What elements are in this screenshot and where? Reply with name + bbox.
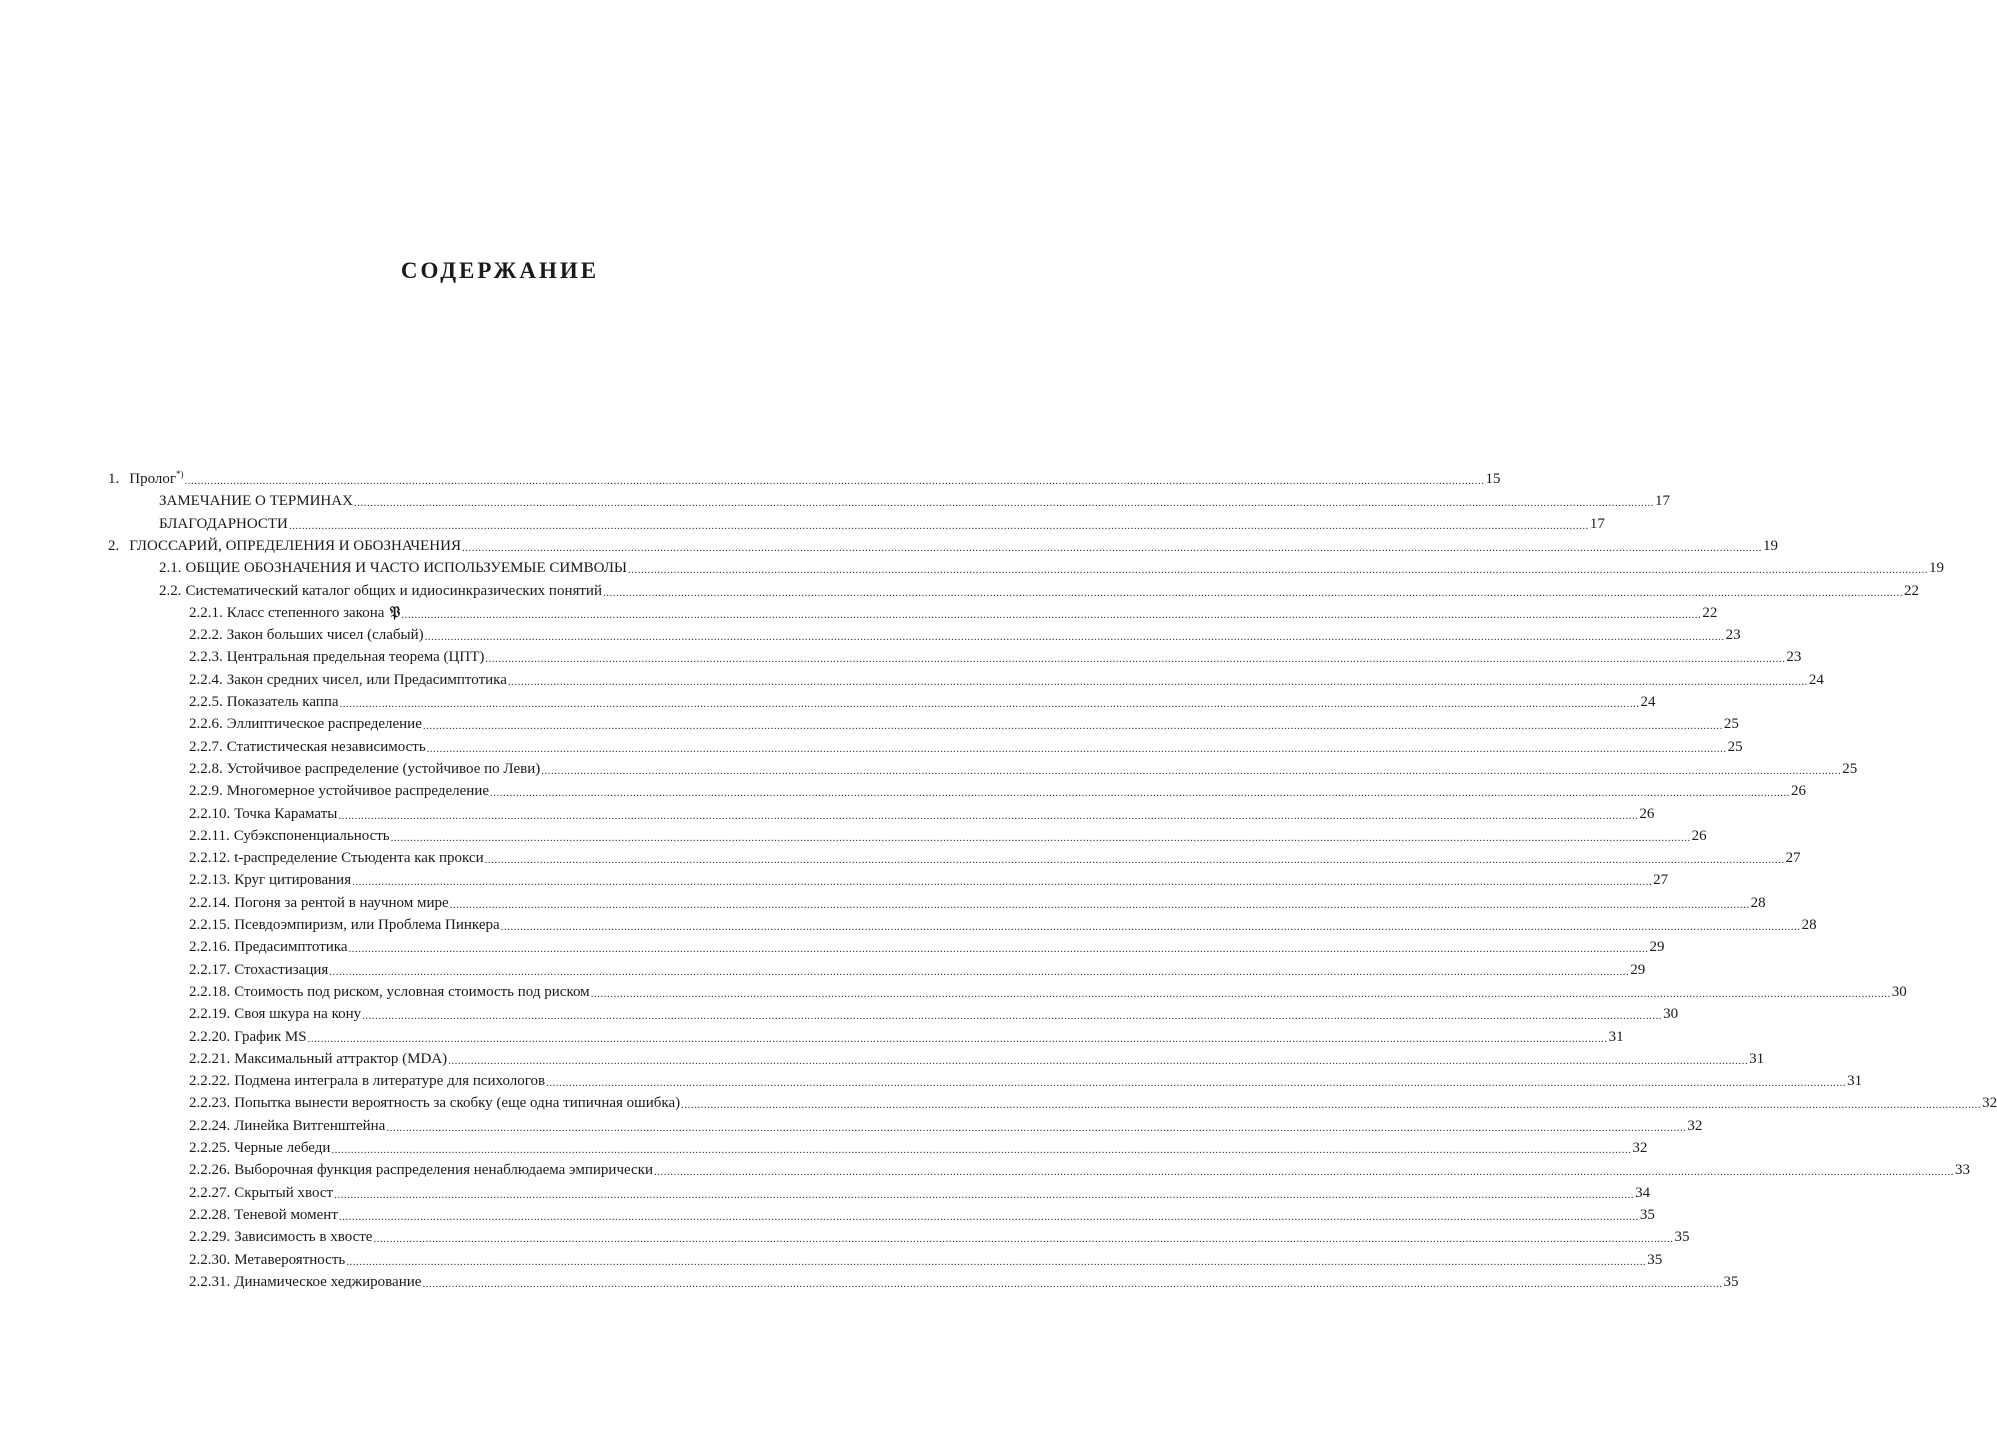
toc-dot-leader: ................................................................................................................................................................................................................................................................................................................................................................................................................: [338, 810, 1639, 822]
toc-entry-title: Максимальный аттрактор (MDA): [234, 1051, 448, 1067]
toc-entry-page-number: 23: [1725, 627, 1741, 643]
toc-entry[interactable]: [189, 891, 1766, 913]
toc-entry-page-number: 35: [1647, 1252, 1663, 1268]
toc-entry[interactable]: [189, 980, 1907, 1002]
toc-entry-number: 2.2.25.: [189, 1140, 231, 1156]
toc-entry-number: 2.2.17.: [189, 962, 231, 978]
toc-dot-leader: ................................................................................................................................................................................................................................................................................................................................................................................................................: [390, 832, 1691, 844]
toc-entry-number: 2.2.21.: [189, 1051, 231, 1067]
toc-entry-title: Пролог*): [129, 469, 184, 487]
toc-entry-page-number: 19: [1762, 538, 1778, 554]
toc-entry[interactable]: [189, 868, 1669, 890]
toc-entry-number: 2.2.26.: [189, 1162, 231, 1178]
toc-entry[interactable]: [189, 690, 1656, 712]
toc-dot-leader: ................................................................................................................................................................................................................................................................................................................................................................................................................: [627, 564, 1928, 576]
toc-dot-leader: ................................................................................................................................................................................................................................................................................................................................................................................................................: [329, 966, 1630, 978]
page-title: СОДЕРЖАНИЕ: [400, 258, 600, 283]
toc-entry-page-number: 29: [1649, 939, 1665, 955]
toc-entry-title: Предасимптотика: [234, 939, 348, 955]
toc-entry[interactable]: [108, 467, 1501, 489]
toc-dot-leader: ................................................................................................................................................................................................................................................................................................................................................................................................................: [681, 1099, 1982, 1111]
toc-dot-leader: ................................................................................................................................................................................................................................................................................................................................................................................................................: [654, 1166, 1954, 1178]
toc-entry-number: 2.2.3.: [189, 649, 223, 665]
toc-entry[interactable]: [189, 1047, 1765, 1069]
toc-entry-number: 2.2.6.: [189, 716, 223, 732]
toc-entry-title: Субэкспоненциальность: [233, 828, 390, 844]
toc-entry-page-number: 34: [1635, 1185, 1651, 1201]
toc-entry[interactable]: [189, 645, 1802, 667]
toc-entry[interactable]: [189, 1136, 1648, 1158]
toc-entry-number: 2.2.30.: [189, 1252, 231, 1268]
toc-entry-title: Статистическая независимость: [226, 739, 426, 755]
toc-entry-page-number: 27: [1653, 872, 1669, 888]
toc-entry-title: Попытка вынести вероятность за скобку (еще одна типичная ошибка): [234, 1095, 681, 1111]
toc-entry-title: t-распределение Стьюдента как прокси: [234, 850, 484, 866]
toc-entry[interactable]: [189, 935, 1665, 957]
toc-entry-title: Метавероятность: [234, 1252, 346, 1268]
toc-dot-leader: ................................................................................................................................................................................................................................................................................................................................................................................................................: [184, 475, 1485, 487]
toc-entry-page-number: 31: [1847, 1073, 1863, 1089]
toc-entry-page-number: 32: [1982, 1095, 1997, 1111]
toc-entry-number: 2.2.: [159, 583, 182, 599]
toc-dot-leader: ................................................................................................................................................................................................................................................................................................................................................................................................................: [461, 542, 1762, 554]
toc-entry[interactable]: [189, 824, 1707, 846]
toc-dot-leader: ................................................................................................................................................................................................................................................................................................................................................................................................................: [426, 743, 1727, 755]
toc-dot-leader: ................................................................................................................................................................................................................................................................................................................................................................................................................: [307, 1033, 1608, 1045]
toc-entry[interactable]: [189, 1025, 1624, 1047]
toc-entry-number: 2.2.22.: [189, 1073, 231, 1089]
toc-entry-number: 2.: [108, 538, 120, 554]
toc-entry-number: 1.: [108, 471, 120, 487]
toc-entry[interactable]: [189, 1002, 1679, 1024]
toc-entry-title: Линейка Витгенштейна: [234, 1118, 386, 1134]
toc-entry-number: 2.2.27.: [189, 1185, 231, 1201]
toc-entry[interactable]: [189, 913, 1817, 935]
toc-entry-title: Зависимость в хвосте: [234, 1229, 373, 1245]
toc-entry[interactable]: [108, 534, 1778, 556]
toc-entry-title: Показатель каппа: [226, 694, 339, 710]
toc-entry-page-number: 32: [1687, 1118, 1703, 1134]
toc-entry-number: 2.2.24.: [189, 1118, 231, 1134]
toc-entry-page-number: 25: [1842, 761, 1858, 777]
toc-entry-number: 2.2.7.: [189, 739, 223, 755]
toc-entry-page-number: 24: [1808, 672, 1824, 688]
toc-entry-title: Подмена интеграла в литературе для психологов: [234, 1073, 546, 1089]
toc-entry-number: 2.2.2.: [189, 627, 223, 643]
toc-entry[interactable]: [189, 757, 1858, 779]
toc-dot-leader: ................................................................................................................................................................................................................................................................................................................................................................................................................: [288, 520, 1589, 532]
toc-entry-page-number: 28: [1750, 895, 1766, 911]
toc-entry-title: Закон больших чисел (слабый): [226, 627, 424, 643]
toc-entry-title: Теневой момент: [234, 1207, 338, 1223]
toc-entry-page-number: 19: [1928, 560, 1944, 576]
toc-entry-page-number: 25: [1727, 739, 1743, 755]
toc-entry-page-number: 17: [1589, 516, 1605, 532]
toc-entry[interactable]: [189, 1248, 1663, 1270]
toc-entry-page-number: 30: [1891, 984, 1907, 1000]
toc-entry-number: 2.2.14.: [189, 895, 231, 911]
toc-entry[interactable]: [189, 712, 1739, 734]
toc-entry-page-number: 28: [1801, 917, 1817, 933]
toc-dot-leader: ................................................................................................................................................................................................................................................................................................................................................................................................................: [386, 1122, 1687, 1134]
toc-entry[interactable]: [189, 779, 1807, 801]
toc-entry-page-number: 26: [1639, 806, 1655, 822]
toc-entry-title: ОБЩИЕ ОБОЗНАЧЕНИЯ И ЧАСТО ИСПОЛЬЗУЕМЫЕ СИМВОЛЫ: [185, 560, 627, 576]
toc-dot-leader: ................................................................................................................................................................................................................................................................................................................................................................................................................: [401, 609, 1702, 621]
toc-entry-number: 2.2.16.: [189, 939, 231, 955]
toc-entry-number: 2.2.18.: [189, 984, 231, 1000]
toc-dot-leader: ................................................................................................................................................................................................................................................................................................................................................................................................................: [348, 943, 1649, 955]
toc-entry-title: Точка Караматы: [234, 806, 338, 822]
toc-entry-title: ГЛОССАРИЙ, ОПРЕДЕЛЕНИЯ И ОБОЗНАЧЕНИЯ: [129, 538, 461, 554]
toc-entry[interactable]: [189, 802, 1655, 824]
toc-dot-leader: ................................................................................................................................................................................................................................................................................................................................................................................................................: [507, 676, 1808, 688]
toc-dot-leader: ................................................................................................................................................................................................................................................................................................................................................................................................................: [422, 720, 1723, 732]
toc-entry[interactable]: [189, 958, 1646, 980]
toc-entry-title: Многомерное устойчивое распределение: [226, 783, 490, 799]
footnote-marker: *): [176, 469, 184, 479]
toc-entry-title: Закон средних чисел, или Предасимптотика: [226, 672, 507, 688]
toc-entry[interactable]: [159, 512, 1605, 534]
toc-dot-leader: ................................................................................................................................................................................................................................................................................................................................................................................................................: [546, 1077, 1847, 1089]
toc-entry-title: Устойчивое распределение (устойчивое по Леви): [226, 761, 541, 777]
toc-dot-leader: ................................................................................................................................................................................................................................................................................................................................................................................................................: [331, 1144, 1632, 1156]
toc-entry-number: 2.2.15.: [189, 917, 231, 933]
toc-dot-leader: ................................................................................................................................................................................................................................................................................................................................................................................................................: [353, 497, 1654, 509]
toc-entry-title: Класс степенного закона 𝔓: [226, 603, 401, 621]
toc-entry-title: Своя шкура на кону: [234, 1006, 362, 1022]
toc-entry[interactable]: [189, 1181, 1651, 1203]
toc-entry[interactable]: [189, 735, 1743, 757]
toc-dot-leader: ................................................................................................................................................................................................................................................................................................................................................................................................................: [485, 653, 1786, 665]
toc-entry-page-number: 35: [1674, 1229, 1690, 1245]
toc-entry-number: 2.2.4.: [189, 672, 223, 688]
toc-dot-leader: ................................................................................................................................................................................................................................................................................................................................................................................................................: [339, 698, 1640, 710]
toc-entry-page-number: 33: [1955, 1162, 1970, 1178]
toc-entry-page-number: 29: [1630, 962, 1646, 978]
toc-entry[interactable]: [189, 1270, 1739, 1292]
toc-entry-page-number: 26: [1691, 828, 1707, 844]
toc-entry[interactable]: [189, 1158, 1970, 1180]
power-law-class-symbol: 𝔓: [384, 603, 401, 621]
toc-entry-number: 2.2.10.: [189, 806, 231, 822]
toc-entry-title: Погоня за рентой в научном мире: [234, 895, 449, 911]
toc-entry-title: Скрытый хвост: [234, 1185, 334, 1201]
toc-entry-title: Круг цитирования: [234, 872, 352, 888]
toc-entry[interactable]: [189, 1225, 1690, 1247]
toc-dot-leader: ................................................................................................................................................................................................................................................................................................................................................................................................................: [449, 899, 1750, 911]
toc-entry[interactable]: [189, 668, 1824, 690]
toc-entry-page-number: 32: [1632, 1140, 1648, 1156]
toc-entry-number: 2.2.29.: [189, 1229, 231, 1245]
toc-entry[interactable]: [189, 1069, 1863, 1091]
toc-entry-page-number: 31: [1608, 1029, 1624, 1045]
toc-entry-number: 2.1.: [159, 560, 182, 576]
toc-entry[interactable]: [159, 579, 1919, 601]
toc-entry[interactable]: [159, 489, 1670, 511]
toc-entry[interactable]: [189, 601, 1718, 623]
toc-entry-page-number: 31: [1749, 1051, 1765, 1067]
toc-entry-page-number: 25: [1723, 716, 1739, 732]
toc-entry-number: 2.2.20.: [189, 1029, 231, 1045]
toc-entry-page-number: 27: [1785, 850, 1801, 866]
toc-entry-page-number: 22: [1903, 583, 1919, 599]
toc-entry-page-number: 24: [1640, 694, 1656, 710]
toc-dot-leader: ................................................................................................................................................................................................................................................................................................................................................................................................................: [424, 631, 1725, 643]
toc-entry-title: Черные лебеди: [234, 1140, 331, 1156]
toc-entry-number: 2.2.9.: [189, 783, 223, 799]
toc-dot-leader: ................................................................................................................................................................................................................................................................................................................................................................................................................: [338, 1211, 1639, 1223]
toc-entry-page-number: 22: [1702, 605, 1718, 621]
toc-entry-page-number: 23: [1786, 649, 1802, 665]
toc-entry[interactable]: [189, 623, 1741, 645]
toc-dot-leader: ................................................................................................................................................................................................................................................................................................................................................................................................................: [490, 787, 1791, 799]
toc-dot-leader: ................................................................................................................................................................................................................................................................................................................................................................................................................: [352, 876, 1653, 888]
toc-entry-number: 2.2.28.: [189, 1207, 231, 1223]
toc-entry-title: Выборочная функция распределения ненаблюдаема эмпирически: [234, 1162, 653, 1178]
toc-entry-title: Стохастизация: [234, 962, 329, 978]
toc-entry-number: 2.2.5.: [189, 694, 223, 710]
toc-entry-number: 2.2.13.: [189, 872, 231, 888]
toc-entry-page-number: 15: [1485, 471, 1501, 487]
toc-entry[interactable]: [189, 1203, 1655, 1225]
toc-entry-page-number: 35: [1723, 1274, 1739, 1290]
toc-entry-title: Эллиптическое распределение: [226, 716, 422, 732]
toc-entry-number: 2.2.1.: [189, 605, 223, 621]
toc-entry-title: Систематический каталог общих и идиосинкразических понятий: [185, 583, 602, 599]
toc-entry-title: Центральная предельная теорема (ЦПТ): [226, 649, 485, 665]
toc-dot-leader: ................................................................................................................................................................................................................................................................................................................................................................................................................: [422, 1278, 1723, 1290]
toc-entry-title: Динамическое хеджирование: [234, 1274, 422, 1290]
toc-entry-number: 2.2.12.: [189, 850, 231, 866]
toc-entry-title: Стоимость под риском, условная стоимость под риском: [234, 984, 590, 1000]
toc-dot-leader: ................................................................................................................................................................................................................................................................................................................................................................................................................: [334, 1189, 1635, 1201]
toc-dot-leader: ................................................................................................................................................................................................................................................................................................................................................................................................................: [590, 988, 1891, 1000]
toc-dot-leader: ................................................................................................................................................................................................................................................................................................................................................................................................................: [541, 765, 1842, 777]
toc-dot-leader: ................................................................................................................................................................................................................................................................................................................................................................................................................: [373, 1233, 1674, 1245]
toc-entry-page-number: 17: [1654, 493, 1670, 509]
toc-entry[interactable]: [189, 1091, 1997, 1113]
toc-entry-page-number: 30: [1663, 1006, 1679, 1022]
toc-entry-number: 2.2.11.: [189, 828, 230, 844]
toc-entry[interactable]: [159, 556, 1944, 578]
toc-entry-number: 2.2.23.: [189, 1095, 231, 1111]
toc-entry-title: График MS: [234, 1029, 307, 1045]
toc-entry-title: Псевдоэмпиризм, или Проблема Пинкера: [234, 917, 500, 933]
toc-entry-number: 2.2.31.: [189, 1274, 231, 1290]
toc-entry-number: 2.2.8.: [189, 761, 223, 777]
toc-entry[interactable]: [189, 1114, 1703, 1136]
toc-dot-leader: ................................................................................................................................................................................................................................................................................................................................................................................................................: [362, 1010, 1663, 1022]
toc-dot-leader: ................................................................................................................................................................................................................................................................................................................................................................................................................: [346, 1256, 1647, 1268]
toc-entry-page-number: 35: [1639, 1207, 1655, 1223]
toc-entry-number: 2.2.19.: [189, 1006, 231, 1022]
toc-entry-title: БЛАГОДАРНОСТИ: [159, 516, 288, 532]
toc-dot-leader: ................................................................................................................................................................................................................................................................................................................................................................................................................: [500, 921, 1801, 933]
toc-entry-title: ЗАМЕЧАНИЕ О ТЕРМИНАХ: [159, 493, 353, 509]
toc-dot-leader: ................................................................................................................................................................................................................................................................................................................................................................................................................: [448, 1055, 1749, 1067]
toc-entry[interactable]: [189, 846, 1801, 868]
toc-dot-leader: ................................................................................................................................................................................................................................................................................................................................................................................................................: [602, 587, 1903, 599]
toc-dot-leader: ................................................................................................................................................................................................................................................................................................................................................................................................................: [484, 854, 1785, 866]
toc-entry-page-number: 26: [1791, 783, 1807, 799]
